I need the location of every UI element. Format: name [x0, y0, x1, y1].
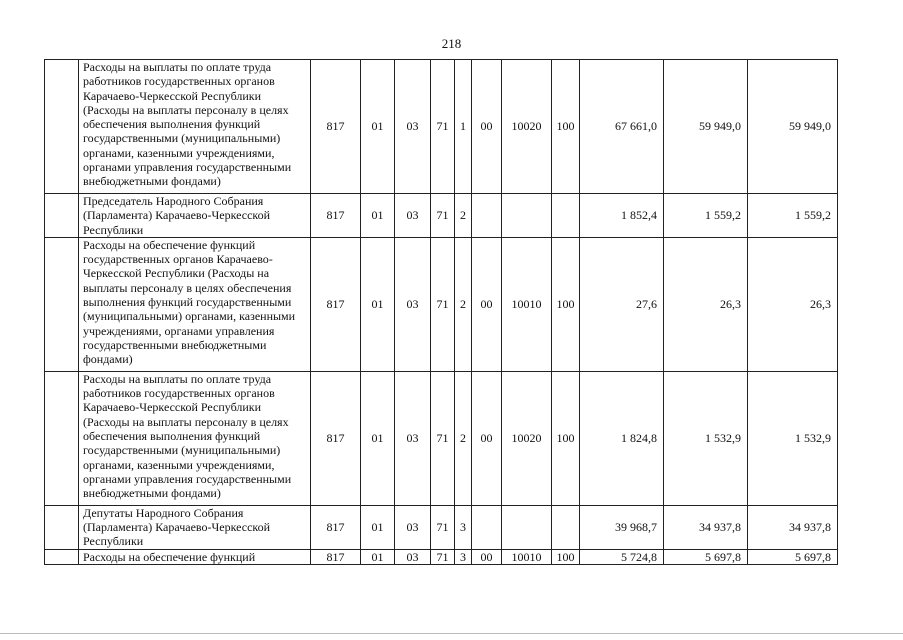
- razdel-code: 01: [361, 60, 395, 194]
- empty-cell: [45, 371, 79, 505]
- event-code: 00: [472, 237, 502, 371]
- expense-name: Расходы на обеспечение функций государственных органов Карачаево-Черкесской Республики (Расходы на выплаты персоналу в целях обеспечения выполнения функций государственными (муниципальными) органами, казенными учреждениями, органами управления государственными внебюджетными фондами): [79, 237, 311, 371]
- subprogram-code: 2: [455, 237, 472, 371]
- sum-year-1: 5 724,8: [580, 549, 664, 564]
- podrazdel-code: 03: [395, 371, 431, 505]
- empty-cell: [45, 194, 79, 238]
- sum-year-2: 1 532,9: [664, 371, 748, 505]
- program-code: 71: [431, 60, 455, 194]
- expense-name: Расходы на выплаты по оплате труда работников государственных органов Карачаево-Черкесской Республики (Расходы на выплаты персоналу в целях обеспечения выполнения функций государственными (муниципальными) органами, казенными учреждениями, органами управления государственными внебюджетными фондами): [79, 60, 311, 194]
- sum-year-3: 34 937,8: [748, 505, 838, 549]
- sum-year-3: 5 697,8: [748, 549, 838, 564]
- table-row: [45, 60, 838, 194]
- podrazdel-code: 03: [395, 505, 431, 549]
- table-row: [45, 549, 838, 564]
- expense-type-code: [552, 194, 580, 238]
- razdel-code: 01: [361, 505, 395, 549]
- direction-code: 10010: [502, 549, 552, 564]
- program-code: 71: [431, 371, 455, 505]
- sum-year-1: 1 852,4: [580, 194, 664, 238]
- sum-year-3: 59 949,0: [748, 60, 838, 194]
- ved-code: 817: [311, 371, 361, 505]
- program-code: 71: [431, 549, 455, 564]
- expense-type-code: 100: [552, 237, 580, 371]
- sum-year-3: 1 559,2: [748, 194, 838, 238]
- sum-year-1: 67 661,0: [580, 60, 664, 194]
- razdel-code: 01: [361, 194, 395, 238]
- sum-year-2: 1 559,2: [664, 194, 748, 238]
- ved-code: 817: [311, 549, 361, 564]
- podrazdel-code: 03: [395, 194, 431, 238]
- direction-code: [502, 505, 552, 549]
- event-code: [472, 194, 502, 238]
- subprogram-code: 2: [455, 194, 472, 238]
- scan-edge-line: [0, 633, 903, 634]
- subprogram-code: 3: [455, 505, 472, 549]
- ved-code: 817: [311, 60, 361, 194]
- direction-code: 10020: [502, 60, 552, 194]
- page-number: 218: [441, 36, 462, 51]
- sum-year-3: 1 532,9: [748, 371, 838, 505]
- sum-year-3: 26,3: [748, 237, 838, 371]
- subprogram-code: 2: [455, 371, 472, 505]
- event-code: [472, 505, 502, 549]
- sum-year-1: 27,6: [580, 237, 664, 371]
- direction-code: [502, 194, 552, 238]
- sum-year-1: 1 824,8: [580, 371, 664, 505]
- subprogram-code: 3: [455, 549, 472, 564]
- direction-code: 10010: [502, 237, 552, 371]
- sum-year-2: 26,3: [664, 237, 748, 371]
- subprogram-code: 1: [455, 60, 472, 194]
- expense-name: Расходы на обеспечение функций: [79, 549, 311, 564]
- program-code: 71: [431, 237, 455, 371]
- program-code: 71: [431, 505, 455, 549]
- sum-year-2: 5 697,8: [664, 549, 748, 564]
- expense-type-code: 100: [552, 371, 580, 505]
- expense-type-code: [552, 505, 580, 549]
- expense-type-code: 100: [552, 549, 580, 564]
- event-code: 00: [472, 549, 502, 564]
- podrazdel-code: 03: [395, 549, 431, 564]
- table-row: [45, 505, 838, 549]
- direction-code: 10020: [502, 371, 552, 505]
- table-row: [45, 371, 838, 505]
- sum-year-2: 59 949,0: [664, 60, 748, 194]
- empty-cell: [45, 60, 79, 194]
- podrazdel-code: 03: [395, 237, 431, 371]
- sum-year-1: 39 968,7: [580, 505, 664, 549]
- event-code: 00: [472, 371, 502, 505]
- table-row: [45, 194, 838, 238]
- sum-year-2: 34 937,8: [664, 505, 748, 549]
- ved-code: 817: [311, 505, 361, 549]
- expense-name: Депутаты Народного Собрания (Парламента) Карачаево-Черкесской Республики: [79, 505, 311, 549]
- expense-name: Председатель Народного Собрания (Парламента) Карачаево-Черкесской Республики: [79, 194, 311, 238]
- razdel-code: 01: [361, 237, 395, 371]
- razdel-code: 01: [361, 549, 395, 564]
- program-code: 71: [431, 194, 455, 238]
- empty-cell: [45, 237, 79, 371]
- table-row: [45, 237, 838, 371]
- ved-code: 817: [311, 237, 361, 371]
- expense-name: Расходы на выплаты по оплате труда работников государственных органов Карачаево-Черкесской Республики (Расходы на выплаты персоналу в целях обеспечения выполнения функций государственными (муниципальными) органами, казенными учреждениями, органами управления государственными внебюджетными фондами): [79, 371, 311, 505]
- empty-cell: [45, 505, 79, 549]
- empty-cell: [45, 549, 79, 564]
- budget-table: [44, 59, 838, 565]
- podrazdel-code: 03: [395, 60, 431, 194]
- ved-code: 817: [311, 194, 361, 238]
- razdel-code: 01: [361, 371, 395, 505]
- event-code: 00: [472, 60, 502, 194]
- expense-type-code: 100: [552, 60, 580, 194]
